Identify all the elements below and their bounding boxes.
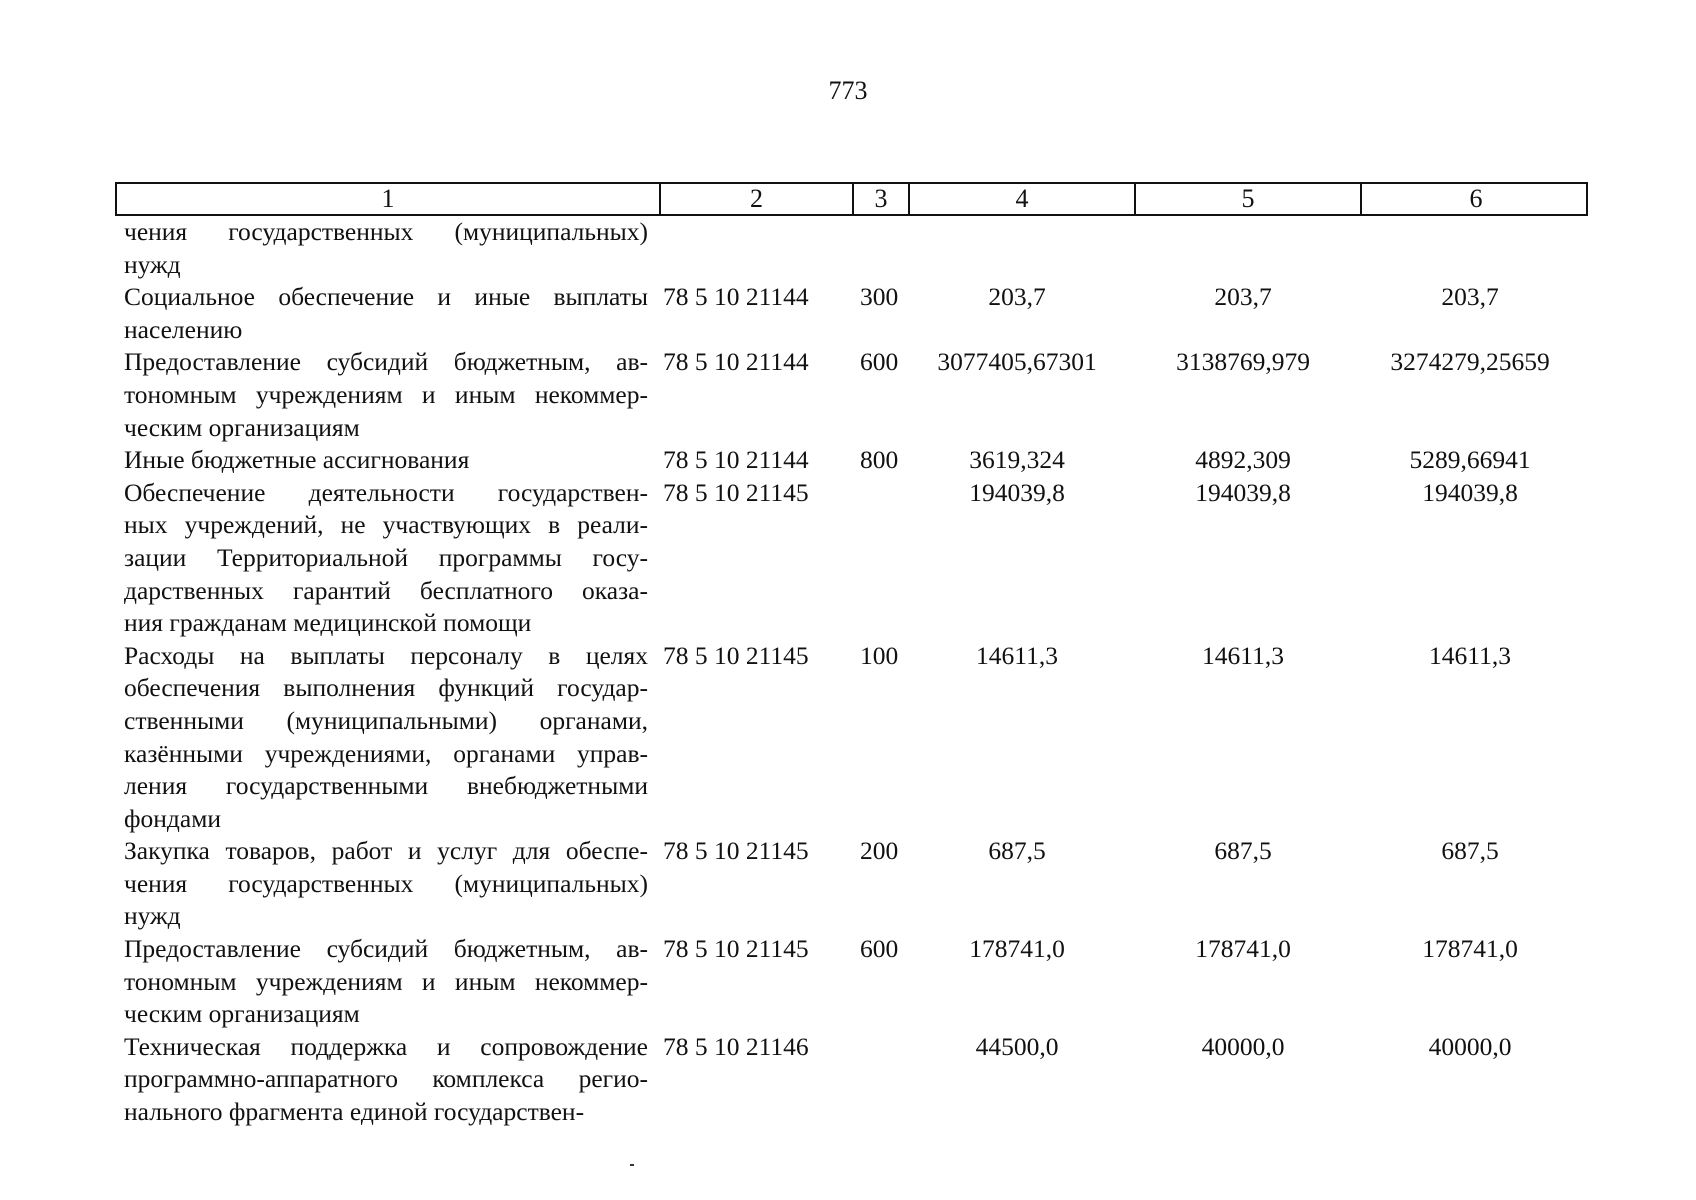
header-col-5: 5: [1136, 184, 1362, 214]
row-code: 78 5 10 21144: [663, 445, 809, 475]
description-line: Предоставление субсидий бюджетным, ав-: [124, 347, 648, 377]
row-code: 78 5 10 21145: [663, 640, 809, 670]
row-value-col4: 3619,324: [969, 445, 1065, 475]
row-description: [124, 444, 648, 477]
row-value-col5: 4892,309: [1195, 445, 1291, 475]
row-expense-type: 300: [860, 282, 899, 312]
scan-mark: [630, 1164, 634, 1166]
row-expense-type: 600: [860, 934, 899, 964]
description-line: зации Территориальной программы госу-: [124, 542, 648, 572]
row-value-col6: 194039,8: [1422, 477, 1518, 507]
row-expense-type: 200: [860, 836, 899, 866]
row-expense-type: 800: [860, 445, 899, 475]
row-description: [124, 1031, 648, 1129]
row-value-col6: 5289,66941: [1409, 445, 1531, 475]
description-line: ления государственными внебюджетными: [124, 771, 648, 801]
row-expense-type: [848, 1031, 904, 1129]
row-value-col6: 687,5: [1441, 836, 1499, 866]
description-line: нужд: [124, 249, 181, 279]
table-row: [124, 444, 1588, 477]
description-line: нального фрагмента единой государствен-: [124, 1097, 585, 1127]
description-line: Социальное обеспечение и иные выплаты: [124, 282, 648, 312]
row-description: [124, 281, 648, 346]
table-row: [124, 835, 1588, 933]
table-row: [124, 640, 1588, 836]
row-description: [124, 933, 648, 1031]
row-value-col4: 14611,3: [976, 640, 1058, 670]
header-col-3: 3: [854, 184, 910, 214]
header-col-2: 2: [661, 184, 854, 214]
row-description: [124, 346, 648, 444]
table-row: [124, 346, 1588, 444]
table-row: [124, 477, 1588, 640]
table-header: [115, 182, 1588, 216]
description-line: чения государственных (муниципальных): [124, 217, 648, 246]
row-value-col5: 178741,0: [1195, 934, 1291, 964]
description-line: ных учреждений, не участвующих в реали-: [124, 510, 648, 540]
row-code: [648, 216, 848, 281]
description-line: населению: [124, 314, 243, 344]
row-code: 78 5 10 21145: [663, 836, 809, 866]
description-line: Обеспечение деятельности государствен-: [124, 477, 648, 507]
row-value-col6: [1356, 216, 1584, 281]
row-code: 78 5 10 21145: [663, 934, 809, 964]
row-value-col5: [1130, 216, 1356, 281]
row-value-col6: 178741,0: [1422, 934, 1518, 964]
row-value-col4: 44500,0: [975, 1031, 1059, 1061]
row-value-col6: 3274279,25659: [1390, 347, 1550, 377]
page-number: 773: [828, 76, 868, 105]
row-value-col4: 203,7: [988, 282, 1046, 312]
description-line: программно-аппаратного комплекса регио-: [124, 1064, 648, 1094]
row-code: 78 5 10 21144: [663, 282, 809, 312]
description-line: чения государственных (муниципальных): [124, 868, 648, 898]
row-value-col6: 14611,3: [1429, 640, 1511, 670]
description-line: Техническая поддержка и сопровождение: [124, 1031, 648, 1061]
row-value-col5: 687,5: [1214, 836, 1272, 866]
row-value-col4: 178741,0: [969, 934, 1065, 964]
row-code: 78 5 10 21146: [663, 1031, 809, 1061]
row-value-col4: 194039,8: [969, 477, 1065, 507]
row-description: [124, 477, 648, 640]
description-line: казёнными учреждениями, органами управ-: [124, 738, 648, 768]
description-line: фондами: [124, 803, 221, 833]
description-line: дарственных гарантий бесплатного оказа-: [124, 575, 648, 605]
row-expense-type: 600: [860, 347, 899, 377]
header-col-4: 4: [910, 184, 1136, 214]
description-line: ния гражданам медицинской помощи: [124, 608, 532, 638]
description-line: тономным учреждениям и иным некоммер-: [124, 966, 648, 996]
row-value-col5: 3138769,979: [1176, 347, 1310, 377]
table-body: [124, 216, 1588, 1129]
description-line: ственными (муниципальными) органами,: [124, 705, 648, 735]
row-value-col6: 203,7: [1441, 282, 1499, 312]
row-value-col6: 40000,0: [1428, 1031, 1512, 1061]
description-line: обеспечения выполнения функций государ-: [124, 673, 648, 703]
table-row: [124, 281, 1588, 346]
row-value-col5: 203,7: [1214, 282, 1272, 312]
row-code: 78 5 10 21144: [663, 347, 809, 377]
row-description: [124, 835, 648, 933]
description-line: ческим организациям: [124, 412, 360, 442]
row-expense-type: [848, 477, 904, 640]
row-value-col5: 40000,0: [1201, 1031, 1285, 1061]
row-description: [124, 216, 648, 281]
description-line: ческим организациям: [124, 999, 360, 1029]
row-value-col4: 3077405,67301: [937, 347, 1097, 377]
table-row: [124, 1031, 1588, 1129]
description-line: Иные бюджетные ассигнования: [124, 445, 470, 475]
description-line: Закупка товаров, работ и услуг для обеспе-: [124, 836, 648, 866]
description-line: нужд: [124, 901, 181, 931]
row-value-col5: 194039,8: [1195, 477, 1291, 507]
row-value-col4: 687,5: [988, 836, 1046, 866]
row-value-col4: [904, 216, 1130, 281]
header-col-6: 6: [1469, 184, 1483, 213]
row-description: [124, 640, 648, 836]
description-line: Расходы на выплаты персоналу в целях: [124, 640, 648, 670]
description-line: тономным учреждениям и иным некоммер-: [124, 379, 648, 409]
row-value-col5: 14611,3: [1202, 640, 1284, 670]
header-col-1: 1: [117, 184, 661, 214]
table-row: [124, 933, 1588, 1031]
table-row: [124, 216, 1588, 281]
row-code: 78 5 10 21145: [663, 477, 809, 507]
row-expense-type: [848, 216, 904, 281]
row-expense-type: 100: [860, 640, 899, 670]
description-line: Предоставление субсидий бюджетным, ав-: [124, 934, 648, 964]
